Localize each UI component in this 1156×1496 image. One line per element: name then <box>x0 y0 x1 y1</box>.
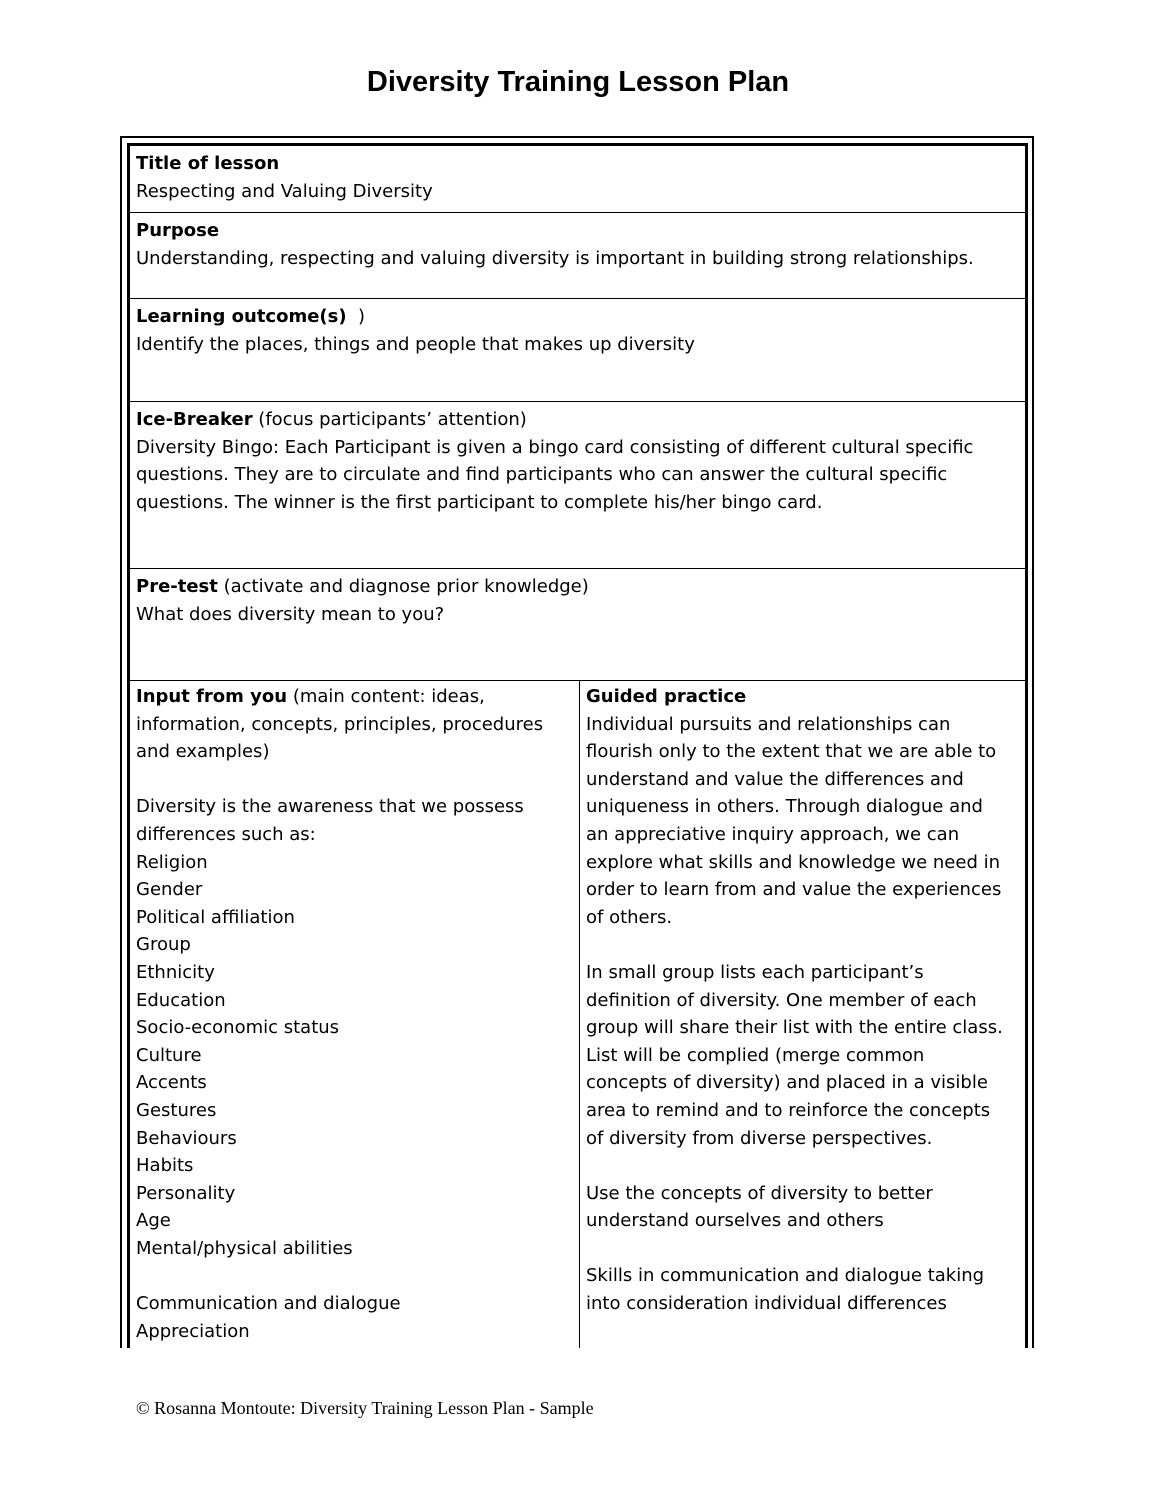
guided-practice-line: uniqueness in others. Through dialogue and <box>586 796 983 818</box>
purpose-text: Understanding, respecting and valuing diversity is important in building strong relationships. <box>136 247 974 269</box>
difference-item: Education <box>136 989 226 1011</box>
guided-practice-line: flourish only to the extent that we are able to <box>586 741 997 763</box>
difference-item: Habits <box>136 1155 194 1177</box>
guided-practice-line: List will be complied (merge common <box>586 1044 925 1066</box>
input-note-line: and examples) <box>136 741 270 763</box>
guided-practice-line: Use the concepts of diversity to better <box>586 1182 933 1204</box>
guided-practice-line: understand ourselves and others <box>586 1210 884 1232</box>
ice-breaker-line: questions. The winner is the first participant to complete his/her bingo card. <box>136 491 823 513</box>
difference-item: Behaviours <box>136 1127 237 1149</box>
guided-practice-line: order to learn from and value the experiences <box>586 879 1002 901</box>
difference-item: Mental/physical abilities <box>136 1237 353 1259</box>
pre-test-note: (activate and diagnose prior knowledge) <box>217 576 589 597</box>
guided-practice-heading: Guided practice <box>586 686 747 707</box>
difference-item: Age <box>136 1210 171 1232</box>
difference-item: Culture <box>136 1044 202 1066</box>
guided-practice-line: group will share their list with the entire class. <box>586 1017 1003 1039</box>
difference-item: Personality <box>136 1182 236 1204</box>
ice-breaker-heading: Ice-Breaker <box>136 409 253 430</box>
input-extra-item: Appreciation <box>136 1320 250 1342</box>
difference-item: Religion <box>136 851 208 873</box>
difference-item: Gestures <box>136 1099 217 1121</box>
difference-item: Gender <box>136 879 203 901</box>
difference-item: Group <box>136 934 191 956</box>
guided-practice-line: of others. <box>586 906 673 928</box>
ice-breaker-line: questions. They are to circulate and find participants who can answer the cultural specific <box>136 464 948 486</box>
guided-practice-line: In small group lists each participant’s <box>586 961 924 983</box>
guided-practice-line: concepts of diversity) and placed in a visible <box>586 1072 988 1094</box>
document-title: Diversity Training Lesson Plan <box>366 66 790 98</box>
input-note-line: information, concepts, principles, procedures <box>136 713 544 735</box>
purpose-row <box>130 213 1025 299</box>
pre-test-text: What does diversity mean to you? <box>136 603 445 625</box>
learning-outcomes-heading-suffix: ) <box>346 306 366 327</box>
input-intro-line: differences such as: <box>136 823 316 845</box>
difference-item: Political affiliation <box>136 906 295 928</box>
guided-practice-line: understand and value the differences and <box>586 768 964 790</box>
guided-practice-line: Skills in communication and dialogue taking <box>586 1265 985 1287</box>
input-extra-item: Communication and dialogue <box>136 1293 401 1315</box>
purpose-heading: Purpose <box>136 220 220 241</box>
guided-practice-line: of diversity from diverse perspectives. <box>586 1127 933 1149</box>
pre-test-row <box>130 569 1025 681</box>
guided-practice-line: definition of diversity. One member of each <box>586 989 977 1011</box>
ice-breaker-row <box>130 402 1025 569</box>
input-and-practice-row <box>130 681 1025 1348</box>
pre-test-heading: Pre-test <box>136 576 218 597</box>
guided-practice-line: into consideration individual differences <box>586 1293 947 1315</box>
learning-outcomes-text: Identify the places, things and people that makes up diversity <box>136 333 695 355</box>
lesson-plan-table <box>127 143 1028 1348</box>
difference-item: Ethnicity <box>136 961 215 983</box>
title-of-lesson-heading: Title of lesson <box>136 153 280 174</box>
difference-item: Accents <box>136 1072 207 1094</box>
difference-item: Socio-economic status <box>136 1017 340 1039</box>
ice-breaker-note: (focus participants’ attention) <box>252 409 527 430</box>
input-note: (main content: ideas, <box>287 686 485 707</box>
title-of-lesson-row <box>130 146 1025 213</box>
learning-outcomes-heading: Learning outcome(s) <box>136 306 347 327</box>
title-of-lesson-text: Respecting and Valuing Diversity <box>136 180 433 202</box>
input-heading: Input from you <box>136 686 288 707</box>
guided-practice-line: Individual pursuits and relationships can <box>586 713 951 735</box>
guided-practice-cell <box>580 681 1025 1348</box>
input-intro-line: Diversity is the awareness that we possess <box>136 796 524 818</box>
copyright-footer: © Rosanna Montoute: Diversity Training Lesson Plan - Sample <box>136 1398 594 1418</box>
guided-practice-line: an appreciative inquiry approach, we can <box>586 823 960 845</box>
guided-practice-line: explore what skills and knowledge we need in <box>586 851 1000 873</box>
ice-breaker-line: Diversity Bingo: Each Participant is given a bingo card consisting of different cultural specific <box>136 436 974 458</box>
guided-practice-line: area to remind and to reinforce the concepts <box>586 1099 991 1121</box>
input-from-you-cell <box>130 681 580 1348</box>
learning-outcomes-row <box>130 299 1025 402</box>
